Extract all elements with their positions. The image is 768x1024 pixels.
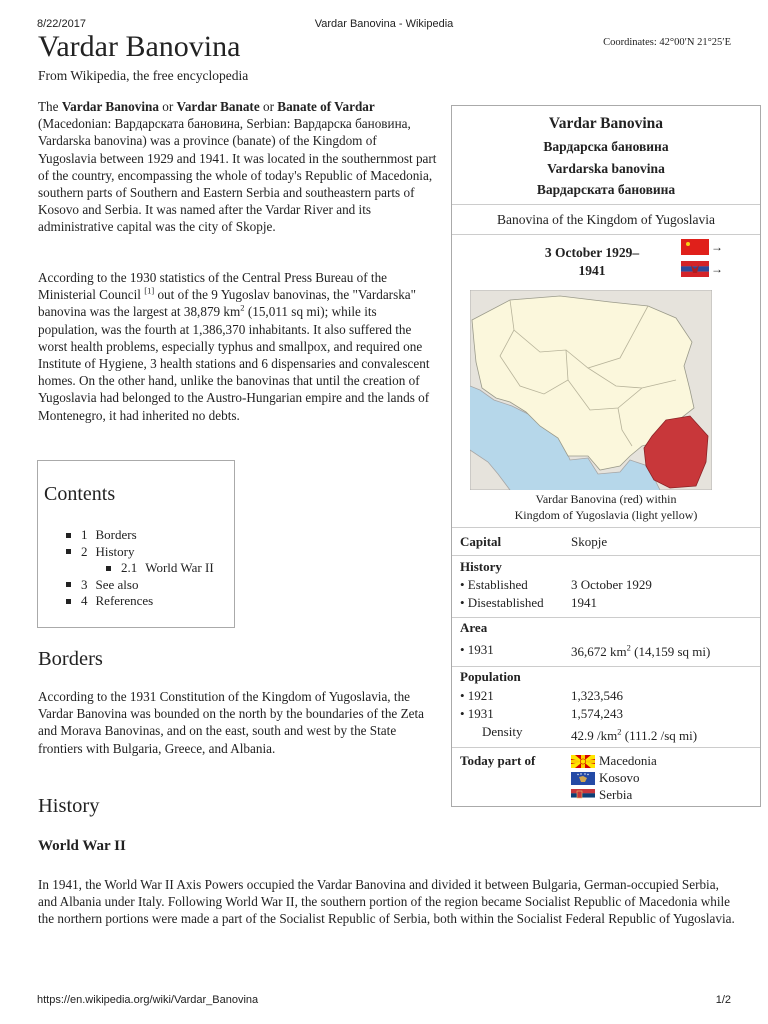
area-value: 36,672 $km^2$ (14,159 sq mi) (571, 642, 711, 659)
capital-value[interactable]: Skopje (571, 534, 608, 549)
print-date: 8/22/2017 (37, 18, 86, 30)
density-label: Density (482, 724, 523, 739)
arrow-icon: → (711, 239, 723, 254)
infobox-dates: 3 October 1929– 1941 (544, 245, 640, 278)
print-url: https://en.wikipedia.org/wiki/Vardar_Banovina (37, 994, 259, 1006)
flag-icon (681, 239, 709, 255)
infobox-alt-name: Вардарска бановина (543, 139, 669, 154)
borders-paragraph: According to the 1931 Constitution of the Kingdom of Yugoslavia, the Vardar Banovina was bounded on the north by the boundaries of the Zeta and Morava Banovinas, and on the east, south and west by the State frontiers with Bulgaria, Greece, and Albania. (38, 689, 424, 756)
disestablished-value: 1941 (571, 595, 597, 610)
history-label: History (460, 559, 502, 574)
toc-title: Contents (44, 483, 116, 505)
today-kosovo[interactable]: Kosovo (571, 770, 639, 786)
preceded-by[interactable] (681, 239, 723, 255)
reference-link[interactable]: [1] (144, 285, 155, 296)
population-1931-year: • 1931 (460, 706, 494, 721)
density-value: 42.9 $/km^2$ (111.2 /sq mi) (571, 726, 698, 743)
infobox-alt-name: Vardarska banovina (547, 161, 665, 176)
today-serbia[interactable]: Serbia (571, 787, 632, 803)
flag-icon (681, 261, 709, 277)
established-label: • Established (460, 577, 528, 592)
borders-heading: Borders (38, 648, 103, 670)
capital-label: Capital (460, 534, 502, 549)
map-caption: Vardar Banovina (red) within Kingdom of Yugoslavia (light yellow) (514, 492, 698, 522)
established-value: 3 October 1929 (571, 577, 652, 592)
infobox-alt-name: Вардарската бановина (536, 182, 676, 197)
toc-item-history[interactable]: 2 History (66, 544, 214, 561)
area-label: Area (460, 620, 488, 635)
toc-item-world-war-ii[interactable]: 2.1 World War II (66, 560, 214, 577)
location-map (470, 290, 712, 490)
page-subtitle: From Wikipedia, the free encyclopedia (38, 68, 249, 83)
population-1931-value: 1,574,243 (571, 706, 623, 721)
population-label: Population (460, 669, 521, 684)
coordinates[interactable]: Coordinates: 42°00′N 21°25′E (603, 37, 731, 48)
table-of-contents (37, 460, 235, 628)
print-page-number: 1/2 (715, 994, 731, 1006)
statistics-paragraph: According to the 1930 statistics of the Central Press Bureau of the Ministerial Council [1] out of the 9 Yugoslav banovinas, the "Vardarska" banovina was the largest at 38,879 $km^2$ (15,011 sq mi); while its population, was the fourth at 1,386,370 inhabitants. It also suffered the worst health problems, especially typhus and smallpox, and required one Institute of Hygiene, 3 health stations and 6 dispensaries and convalescent homes. On the other hand, unlike the banovinas that until the creation of Yugoslavia had belonged to the Austro-Hungarian empire and the lands of Montenegro, it had inherited no debts. (38, 270, 430, 423)
population-1921-value: 1,323,546 (571, 688, 623, 703)
today-macedonia[interactable]: Macedonia (571, 753, 657, 769)
infobox-title: Vardar Banovina (548, 115, 664, 132)
toc-item-references[interactable]: 4 References (66, 593, 214, 610)
page-title: Vardar Banovina (38, 30, 241, 63)
infobox-subtitle: Banovina of the Kingdom of Yugoslavia (496, 212, 716, 227)
world-war-ii-paragraph: In 1941, the World War II Axis Powers occupied the Vardar Banovina and divided it between Bulgaria, German-occupied Serbia, and Albania under Italy. Following World War II, the southern portion of the region became Socialist Republic of Macedonia while the northern portions were made a part of the Socialist Republic of Serbia, both within the Socialist Federal Republic of Yugoslavia. (38, 877, 735, 927)
print-title: Vardar Banovina - Wikipedia (314, 18, 454, 30)
toc-item-borders[interactable]: 1 Borders (66, 527, 214, 544)
population-1921-year: • 1921 (460, 688, 494, 703)
world-war-ii-heading: World War II (38, 838, 126, 854)
today-part-of-label: Today part of (460, 753, 536, 768)
disestablished-label: • Disestablished (460, 595, 544, 610)
flag-icon (571, 789, 595, 802)
intro-paragraph: The Vardar Banovina or Vardar Banate or Banate of Vardar (Macedonian: Вардарската бановина, Serbian: Вардарска бановина, Vardarska banovina) was a province (banate) of the Kingdom of Yugoslavia between 1929 and 1941. It was located in the southernmost part of the country, encompassing the whole of today's Republic of Macedonia, southern parts of Southern and Eastern Serbia and southeastern parts of Kosovo and Serbia. It was named after the Vardar River and its administrative capital was the city of Skopje. (38, 99, 437, 235)
flag-icon (571, 755, 595, 768)
history-heading: History (38, 795, 100, 817)
succeeded-by[interactable] (681, 261, 723, 277)
arrow-icon: → (711, 261, 723, 276)
area-year: • 1931 (460, 642, 494, 657)
infobox (451, 105, 761, 807)
flag-icon (571, 772, 595, 785)
toc-item-see-also[interactable]: 3 See also (66, 577, 214, 594)
